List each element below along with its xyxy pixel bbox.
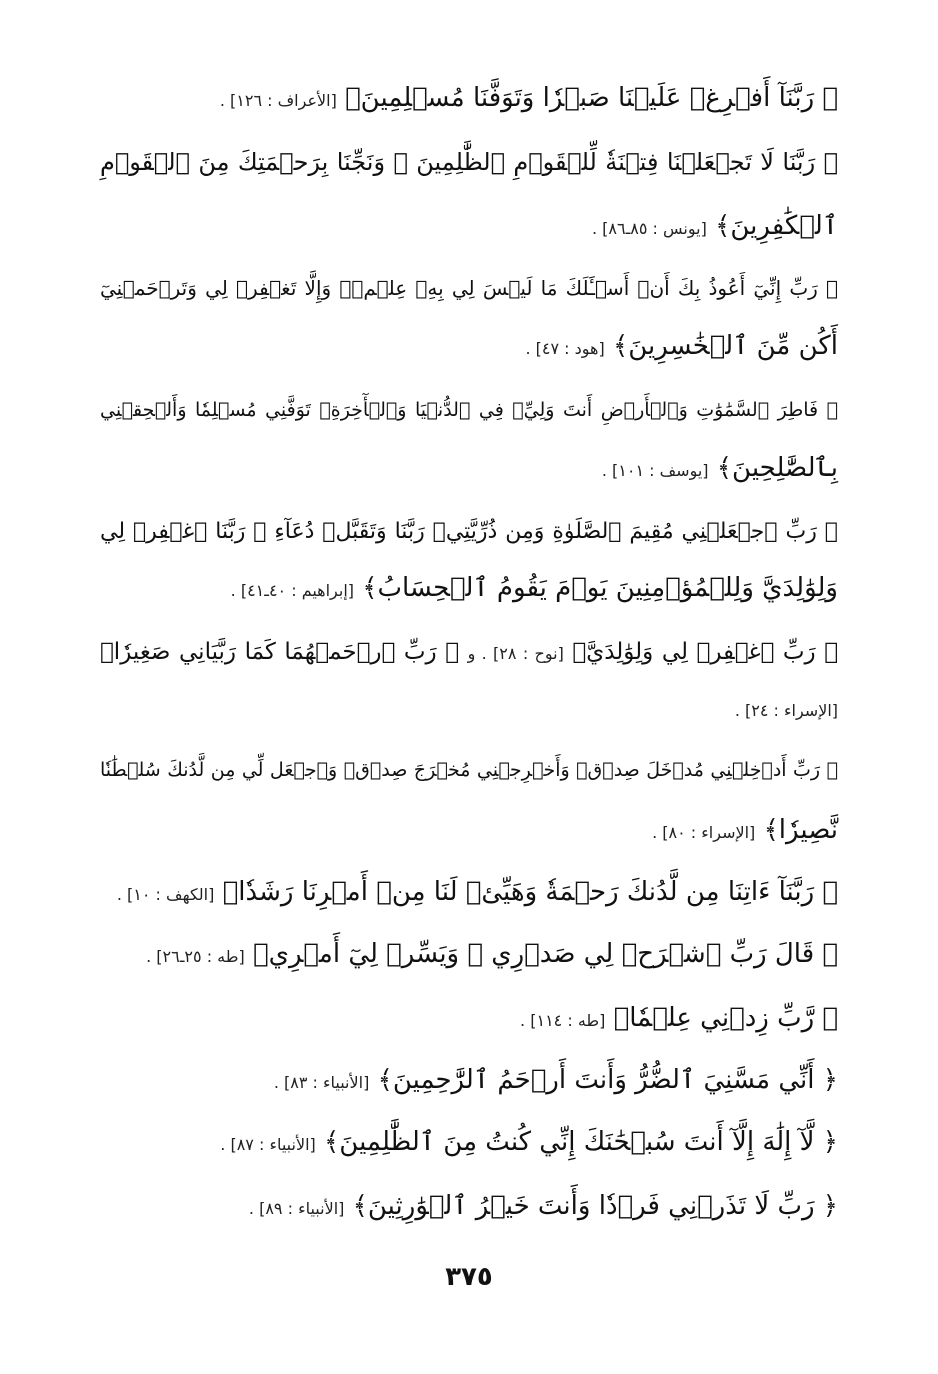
verse-reference: [الأنبياء : ٨٩] . xyxy=(248,1199,345,1218)
verse-text: ﴿ فَاطِرَ ٱلسَّمَٰوَٰتِ وَٱلۡأَرۡضِ أَنتَ وَلِيِّۦ فِي ٱلدُّنۡيَا وَٱلۡأٓخِرَةِۖ تَوَفَّنِي مُسۡلِمٗا وَأَلۡحِقۡنِي xyxy=(100,399,838,421)
verse-line xyxy=(602,448,838,488)
verse-reference: [يونس : ٨٥ـ٨٦] . xyxy=(591,219,707,238)
verse-reference: [نوح : ٢٨] . و xyxy=(467,644,564,663)
verse-text: ﴿ رَبِّ ٱغۡفِرۡ لِي وَلِوَٰلِدَيَّ﴾ xyxy=(572,639,838,665)
verse-reference: [طه : ٢٥ـ٢٦] . xyxy=(146,947,245,966)
verse-line xyxy=(520,998,838,1038)
verse-line xyxy=(220,78,838,118)
verse-line xyxy=(100,268,838,308)
verse-text: بِٱلصَّٰلِحِينَ﴾ xyxy=(716,453,838,483)
verse-reference: [الأنبياء : ٨٧] . xyxy=(220,1135,316,1154)
verse-line xyxy=(100,632,838,672)
verse-text: أَكُن مِّنَ ٱلۡخَٰسِرِينَ﴾ xyxy=(613,331,838,361)
verse-reference: [الكهف : ١٠] . xyxy=(116,885,215,904)
verse-line xyxy=(525,326,838,366)
verse-text: ﴿ أَنِّي مَسَّنِيَ ٱلضُّرُّ وَأَنتَ أَرۡحَمُ ٱلرَّٰحِمِينَ﴾ xyxy=(377,1065,838,1095)
verse-reference: [الإسراء : ٨٠] . xyxy=(652,823,756,842)
verse-text: ﴿ رَّبِّ زِدۡنِي عِلۡمٗا﴾ xyxy=(613,1003,838,1033)
verse-text: ﴿ رَبِّ ٱجۡعَلۡنِي مُقِيمَ ٱلصَّلَوٰةِ وَمِن ذُرِّيَّتِيۚ رَبَّنَا وَتَقَبَّلۡ دُعَآءِ ۞ رَبَّنَا ٱغۡفِرۡ لِي xyxy=(100,519,838,544)
verse-reference: [الأعراف : ١٢٦] . xyxy=(219,91,337,110)
verse-line xyxy=(735,688,838,728)
verse-line xyxy=(117,872,838,912)
verse-text: ٱلۡكَٰفِرِينَ﴾ xyxy=(715,211,838,241)
verse-line xyxy=(652,810,838,850)
verse-line xyxy=(100,142,838,182)
verse-text: نَّصِيرٗا﴾ xyxy=(763,815,838,845)
verse-line xyxy=(592,206,838,246)
verse-text: ﴿ رَبِّ لَا تَذَرۡنِي فَرۡدٗا وَأَنتَ خَيۡرُ ٱلۡوَٰرِثِينَ﴾ xyxy=(352,1191,838,1221)
verse-reference: [يوسف : ١٠١] . xyxy=(601,461,709,480)
verse-line xyxy=(231,568,838,608)
verse-text: ﴿ رَبَّنَا لَا تَجۡعَلۡنَا فِتۡنَةٗ لِّلۡقَوۡمِ ٱلظَّٰلِمِينَ ۞ وَنَجِّنَا بِرَحۡمَتِكَ مِنَ ٱلۡقَوۡمِ xyxy=(100,148,838,176)
verse-text: ﴿ لَّآ إِلَٰهَ إِلَّآ أَنتَ سُبۡحَٰنَكَ إِنِّي كُنتُ مِنَ ٱلظَّٰلِمِينَ﴾ xyxy=(324,1127,838,1157)
page-number: ٣٧٥ xyxy=(445,1262,493,1292)
verse-text: ﴿ قَالَ رَبِّ ٱشۡرَحۡ لِي صَدۡرِي ۞ وَيَسِّرۡ لِيٓ أَمۡرِي﴾ xyxy=(253,939,838,969)
verse-line xyxy=(146,934,838,974)
verse-reference: [الأنبياء : ٨٣] . xyxy=(273,1073,370,1092)
verse-text: وَلِوَٰلِدَيَّ وَلِلۡمُؤۡمِنِينَ يَوۡمَ يَقُومُ ٱلۡحِسَابُ﴾ xyxy=(362,573,838,603)
verse-text: ﴿ رَبَّنَآ ءَاتِنَا مِن لَّدُنكَ رَحۡمَةٗ وَهَيِّئۡ لَنَا مِنۡ أَمۡرِنَا رَشَدٗا﴾ xyxy=(222,877,838,907)
verse-line xyxy=(220,1122,838,1162)
verse-text: ﴿ رَبِّ أَدۡخِلۡنِي مُدۡخَلَ صِدۡقٖ وَأَخۡرِجۡنِي مُخۡرَجَ صِدۡقٖ وَٱجۡعَل لِّي مِن لَّدُنكَ سُلۡطَٰنٗا xyxy=(100,759,838,781)
verse-text: ﴿ رَبَّنَآ أَفۡرِغۡ عَلَيۡنَا صَبۡرٗا وَتَوَفَّنَا مُسۡلِمِينَ﴾ xyxy=(345,83,838,113)
verse-text: ﴿ رَبِّ ٱرۡحَمۡهُمَا كَمَا رَبَّيَانِي صَغِيرٗا﴾ xyxy=(100,639,460,665)
verse-line xyxy=(249,1186,838,1226)
verse-line xyxy=(100,512,838,552)
verse-line xyxy=(100,750,838,790)
verse-reference: [طه : ١١٤] . xyxy=(520,1011,606,1030)
verse-text: ﴿ رَبِّ إِنِّيٓ أَعُوذُ بِكَ أَنۡ أَسۡـَٔلَكَ مَا لَيۡسَ لِي بِهِۦ عِلۡمٞۖ وَإِلَّا تَغۡفِرۡ لِي وَتَرۡحَمۡنِيٓ xyxy=(100,276,838,300)
verse-reference: [هود : ٤٧] . xyxy=(525,339,605,358)
verse-line xyxy=(100,390,838,430)
verse-reference: [إبراهيم : ٤٠ـ٤١] . xyxy=(230,581,355,600)
verse-reference: [الإسراء : ٢٤] . xyxy=(734,701,838,720)
verse-line xyxy=(274,1060,838,1100)
